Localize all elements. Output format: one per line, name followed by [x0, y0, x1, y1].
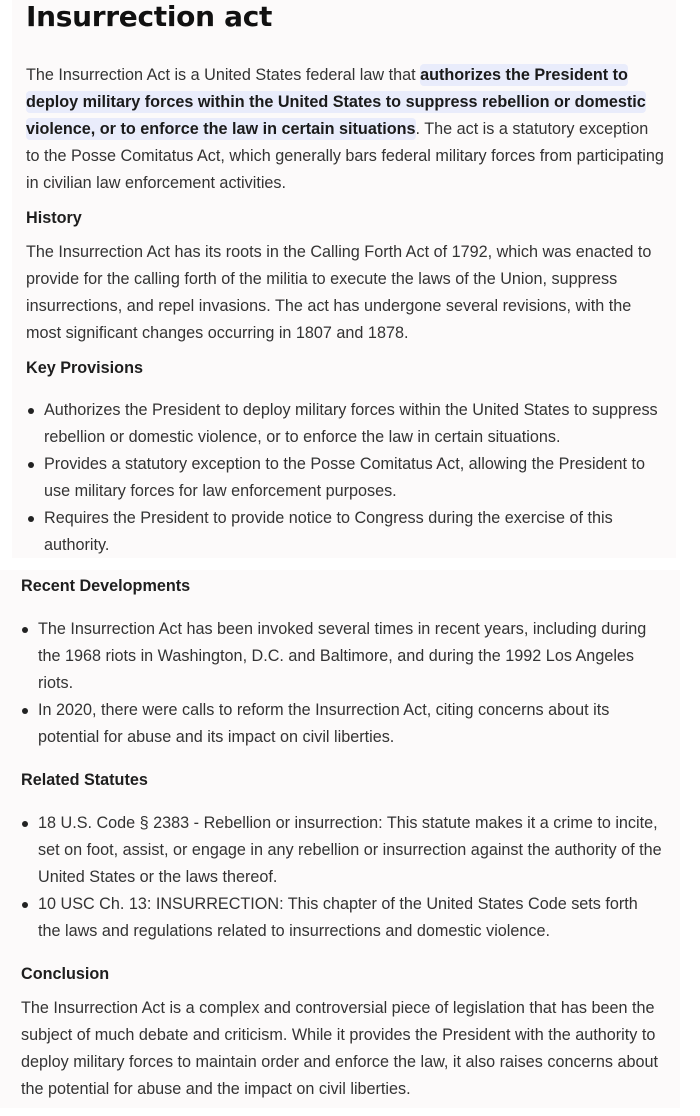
article-card-bottom — [0, 570, 680, 1108]
conclusion-paragraph: The Insurrection Act is a complex and controversial piece of legislation that has been the subject of much debate and criticism. While it provides the President with the authority to deploy military forces to maintain order and enforce the law, it also raises concerns about the potential for abuse and the impact on civil liberties. — [21, 999, 659, 1098]
list-item: 10 USC Ch. 13: INSURRECTION: This chapter of the United States Code sets forth the laws and regulations related to insurrections and domestic violence. — [22, 891, 662, 945]
section-heading-related-statutes: Related Statutes — [21, 771, 148, 789]
history-paragraph: The Insurrection Act has its roots in the Calling Forth Act of 1792, which was enacted to provide for the calling forth of the militia to execute the laws of the Union, suppress insurrections, and repel invasions. The act has undergone several revisions, with the most significant changes occurring in 1807 and 1878. — [26, 243, 652, 342]
recent-developments-list — [22, 616, 662, 751]
intro-paragraph — [26, 62, 666, 197]
list-item: Authorizes the President to deploy military forces within the United States to suppress rebellion or domestic violence, or to enforce the law in certain situations. — [28, 397, 674, 451]
list-item: Provides a statutory exception to the Posse Comitatus Act, allowing the President to use military forces for law enforcement purposes. — [28, 451, 674, 505]
section-heading-key-provisions: Key Provisions — [26, 359, 143, 377]
bullet-icon — [28, 462, 34, 468]
list-item: Requires the President to provide notice to Congress during the exercise of this authority. — [28, 505, 674, 559]
intro-text-after: . The act is a statutory exception to the Posse Comitatus Act, which generally bars federal military forces from participating in civilian law enforcement activities. — [26, 120, 664, 192]
list-item: The Insurrection Act has been invoked several times in recent years, including during the 1968 riots in Washington, D.C. and Baltimore, and during the 1992 Los Angeles riots. — [22, 616, 662, 697]
bullet-icon — [22, 708, 28, 714]
bullet-icon — [28, 408, 34, 414]
bullet-icon — [28, 516, 34, 522]
section-heading-conclusion: Conclusion — [21, 965, 110, 983]
article-card-top — [12, 0, 676, 558]
page-title: Insurrection act — [26, 0, 273, 33]
intro-text-before: The Insurrection Act is a United States federal law that — [26, 66, 421, 84]
section-heading-recent-developments: Recent Developments — [21, 577, 191, 595]
bullet-icon — [22, 902, 28, 908]
key-provisions-list — [28, 397, 674, 559]
bullet-icon — [22, 627, 28, 633]
section-heading-history: History — [26, 209, 82, 227]
related-statutes-list — [22, 810, 662, 945]
list-item: 18 U.S. Code § 2383 - Rebellion or insurrection: This statute makes it a crime to incite, set on foot, assist, or engage in any rebellion or insurrection against the authority of the United States or the laws thereof. — [22, 810, 662, 891]
intro-highlighted-text: authorizes the President to deploy military forces within the United States to suppress rebellion or domestic violence, or to enforce the law in certain situations — [26, 66, 646, 138]
list-item: In 2020, there were calls to reform the Insurrection Act, citing concerns about its potential for abuse and its impact on civil liberties. — [22, 697, 662, 751]
bullet-icon — [22, 821, 28, 827]
